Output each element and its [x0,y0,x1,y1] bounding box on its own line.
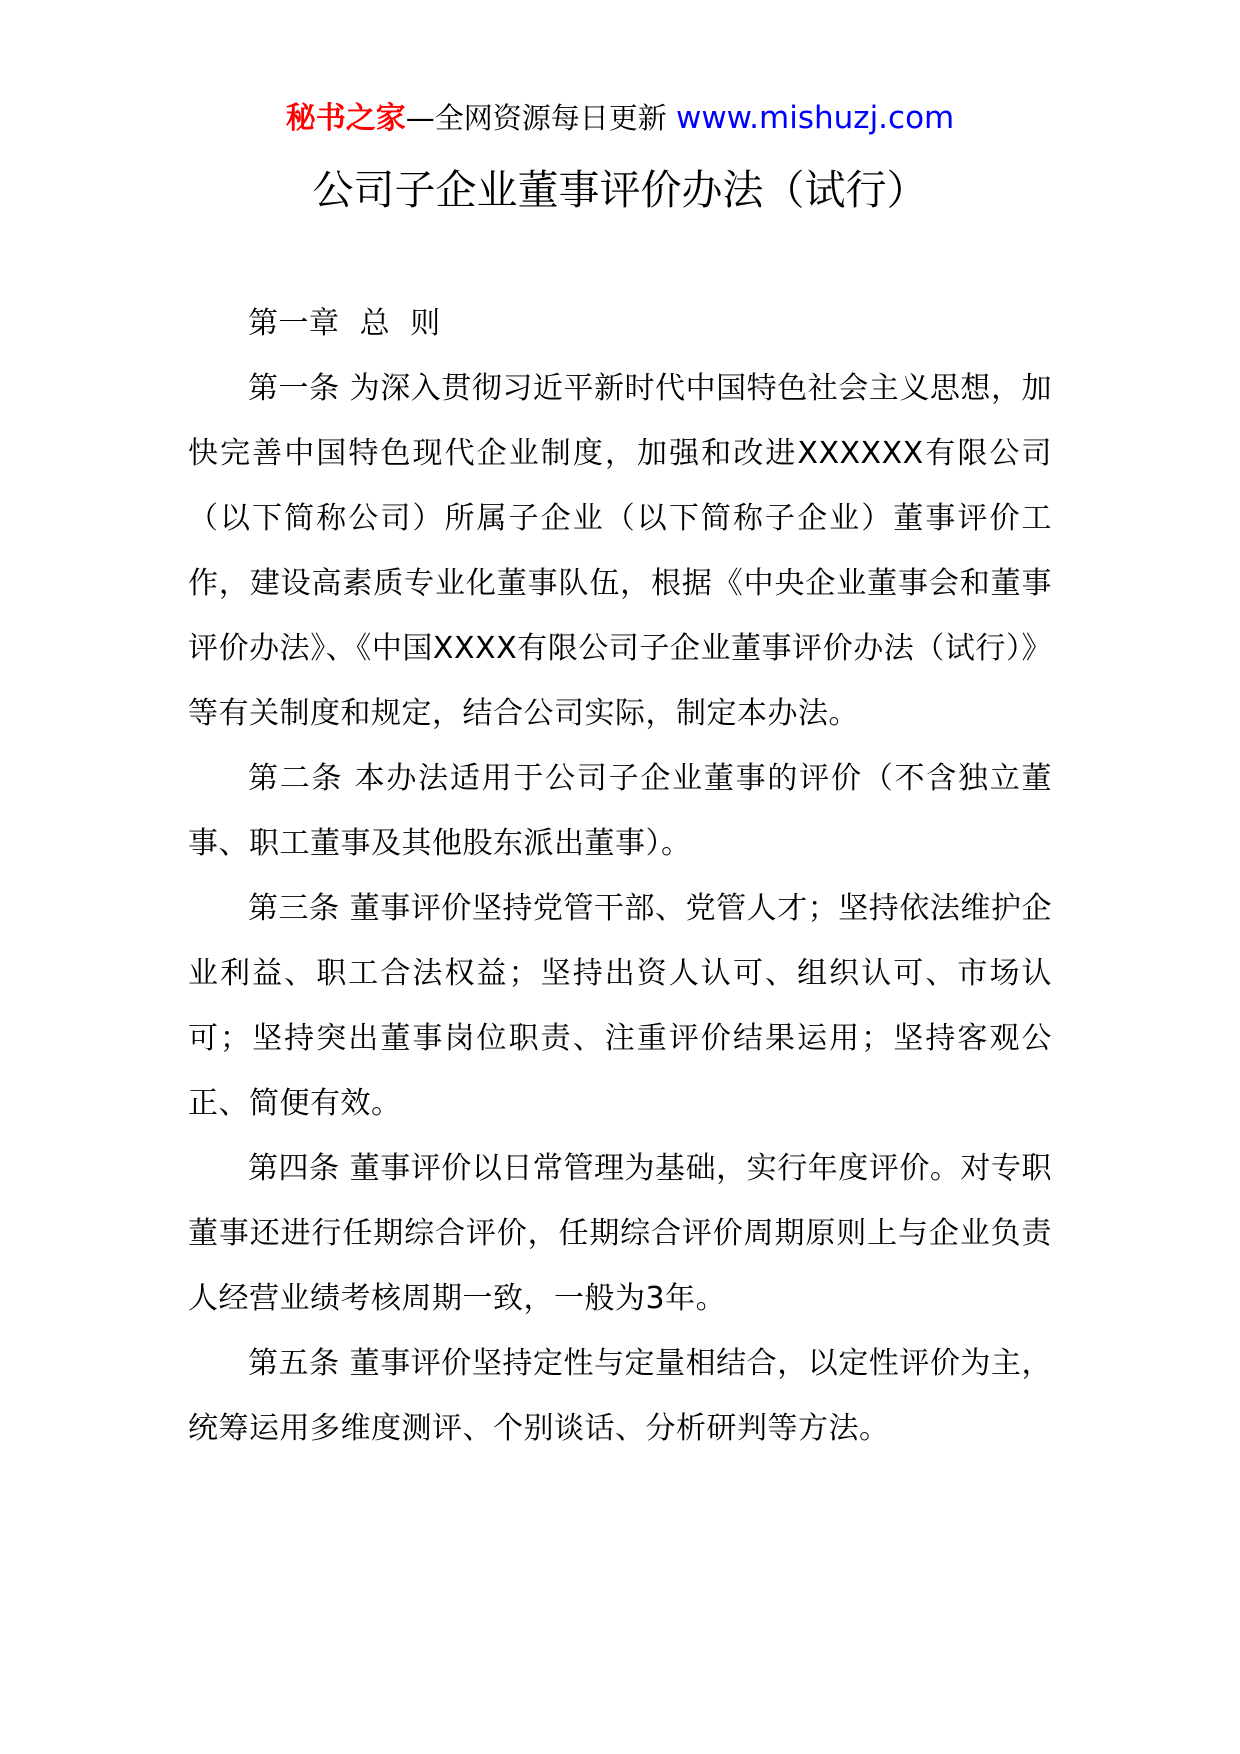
site-tagline: —全网资源每日更新 [405,101,676,135]
document-title: 公司子企业董事评价办法（试行） [312,166,928,214]
article-4: 第四条 董事评价以日常管理为基础，实行年度评价。对专职董事还进行任期综合评价，任期综合评价周期原则上与企业负责人经营业绩考核周期一致，一般为3年。 [188,1151,1052,1316]
site-url-link[interactable]: www.mishuzj.com [675,100,955,136]
site-header [0,98,1240,139]
chapter-heading: 第一章 总 则 [248,306,441,341]
document-body [188,291,1052,1461]
site-name: 秘书之家 [285,101,406,136]
article-2: 第二条 本办法适用于公司子企业董事的评价（不含独立董事、职工董事及其他股东派出董事）。 [188,761,1052,861]
article-1: 第一条 为深入贯彻习近平新时代中国特色社会主义思想，加快完善中国特色现代企业制度，加强和改进XXXXXX有限公司（以下简称公司）所属子企业（以下简称子企业）董事评价工作，建设高素质专业化董事队伍，根据《中央企业董事会和董事评价办法》、《中国XXXX有限公司子企业董事评价办法（试行）》等有关制度和规定，结合公司实际，制定本办法。 [188,371,1052,731]
article-3: 第三条 董事评价坚持党管干部、党管人才；坚持依法维护企业利益、职工合法权益；坚持出资人认可、组织认可、市场认可；坚持突出董事岗位职责、注重评价结果运用；坚持客观公正、简便有效。 [188,891,1052,1121]
article-5: 第五条 董事评价坚持定性与定量相结合，以定性评价为主，统筹运用多维度测评、个别谈话、分析研判等方法。 [188,1346,1052,1446]
